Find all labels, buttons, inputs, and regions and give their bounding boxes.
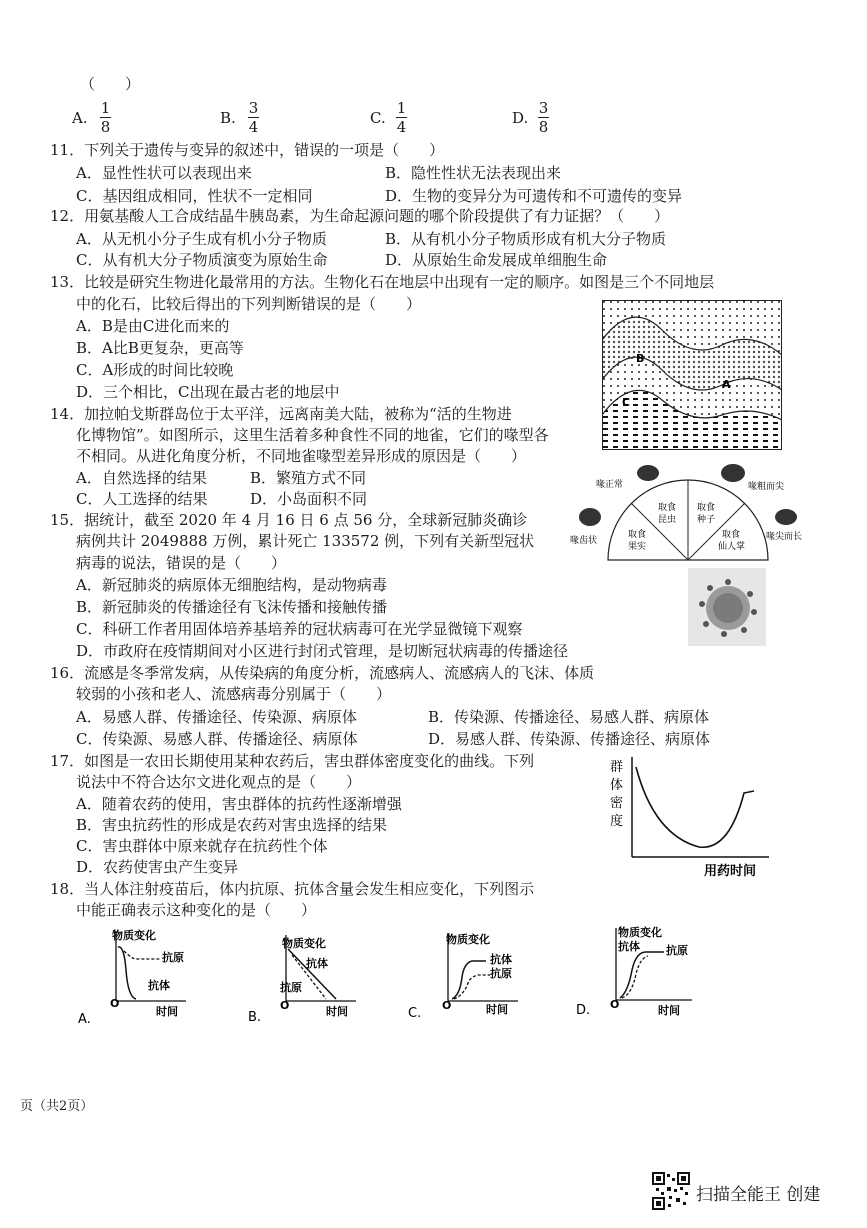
q16-stem-line2: 较弱的小孩和老人、流感病毒分别属于（ ） <box>76 685 392 703</box>
density-ylabel-4: 度 <box>610 814 624 829</box>
q12-option-a: A．从无机小分子生成有机小分子物质 <box>76 230 327 248</box>
q14-option-a: A．自然选择的结果 <box>76 469 207 487</box>
graph-c-letter: C. <box>408 1006 422 1021</box>
q10-option-a-letter: A. <box>72 109 88 127</box>
q14-option-c: C．人工选择的结果 <box>76 490 208 508</box>
coronavirus-image <box>688 568 766 646</box>
density-xlabel: 用药时间 <box>704 864 757 879</box>
q17-option-a: A．随着农药的使用，害虫群体的抗药性逐渐增强 <box>76 795 402 813</box>
q12-option-c: C．从有机大分子物质演变为原始生命 <box>76 251 328 269</box>
density-ylabel-1: 群 <box>610 760 624 775</box>
q10-option-c-fraction: 1 4 <box>396 99 407 136</box>
q16-option-b: B．传染源、传播途径、易感人群、病原体 <box>428 708 710 726</box>
rock-strata-figure <box>602 300 782 450</box>
food-insect-label-1: 取食 <box>658 503 677 513</box>
q13-option-b: B．A比B更复杂，更高等 <box>76 339 244 357</box>
q13-stem-line2: 中的化石，比较后得出的下列判断错误的是（ ） <box>76 295 422 313</box>
beak-thick-label: 喙粗而尖 <box>748 482 785 492</box>
finch-long-beak-icon <box>775 509 797 525</box>
graph-d-xlabel: 时间 <box>658 1004 680 1017</box>
graph-b-antibody-label: 抗体 <box>306 957 328 970</box>
strata-label-b: B <box>636 352 645 365</box>
strata-label-c: C <box>622 396 631 409</box>
density-ylabel-3: 密 <box>610 796 624 811</box>
q10-option-a-fraction: 1 8 <box>100 99 111 136</box>
q15-option-a: A．新冠肺炎的病原体无细胞结构，是动物病毒 <box>76 576 387 594</box>
food-cactus-label-2: 仙人掌 <box>718 542 746 552</box>
density-ylabel-2: 体 <box>610 778 624 793</box>
q16-option-c: C．传染源、易感人群、传播途径、病原体 <box>76 730 358 748</box>
beak-tooth-label: 喙齿状 <box>570 536 598 546</box>
q10-option-b-fraction: 3 4 <box>248 99 259 136</box>
graph-a-ylabel: 物质变化 <box>112 929 156 942</box>
q13-stem-line1: 13．比较是研究生物进化最常用的方法。生物化石在地层中出现有一定的顺序。如图是三个不同地层 <box>50 273 715 291</box>
food-insect-label-2: 昆虫 <box>658 515 677 525</box>
q12-stem: 12．用氨基酸人工合成结晶牛胰岛素，为生命起源问题的哪个阶段提供了有力证据？（ ） <box>50 207 670 225</box>
graph-a-antibody-label: 抗体 <box>148 979 170 992</box>
q17-stem-line2: 说法中不符合达尔文进化观点的是（ ） <box>76 773 362 791</box>
q12-option-b: B．从有机小分子物质形成有机大分子物质 <box>385 230 667 248</box>
graph-d-ylabel: 物质变化 <box>618 926 662 939</box>
q11-stem: 11．下列关于遗传与变异的叙述中，错误的一项是（ ） <box>50 141 445 159</box>
graph-d-antibody-label: 抗体 <box>618 940 640 953</box>
q10-option-d-fraction: 3 8 <box>538 99 549 136</box>
scanner-watermark: 扫描全能王 创建 <box>696 1185 821 1205</box>
finch-normal-beak-icon <box>637 465 659 481</box>
graph-a-xlabel: 时间 <box>156 1005 178 1018</box>
q18-stem-line2: 中能正确表示这种变化的是（ ） <box>76 901 317 919</box>
q14-stem-line3: 不相同。从进化角度分析，不同地雀喙型差异形成的原因是（ ） <box>76 447 527 465</box>
beak-long-label: 喙尖而长 <box>766 532 803 542</box>
finch-beak-diagram <box>568 455 808 565</box>
q17-option-c: C．害虫群体中原来就存在抗药性个体 <box>76 837 328 855</box>
graph-b-xlabel: 时间 <box>326 1005 348 1018</box>
graph-a-antigen-curve <box>124 951 160 959</box>
q15-stem-line1: 15．据统计，截至 2020 年 4 月 16 日 6 点 56 分，全球新冠肺炎确诊 <box>50 511 528 529</box>
food-fruit-label-1: 取食 <box>628 530 647 540</box>
q18-graph-a <box>76 925 196 1025</box>
q18-stem-line1: 18．当人体注射疫苗后，体内抗原、抗体含量会发生相应变化，下列图示 <box>50 880 535 898</box>
q18-graph-d <box>574 922 704 1022</box>
q14-option-b: B．繁殖方式不同 <box>250 469 367 487</box>
food-fruit-label-2: 果实 <box>628 542 647 552</box>
q15-stem-line2: 病例共计 2049888 万例，累计死亡 133572 例，下列有关新型冠状 <box>76 532 535 550</box>
qr-code-icon <box>652 1172 690 1210</box>
food-seed-label-2: 种子 <box>697 515 716 525</box>
graph-b-antigen-label: 抗原 <box>280 981 302 994</box>
graph-d-letter: D. <box>576 1003 591 1018</box>
q16-option-a: A．易感人群、传播途径、传染源、病原体 <box>76 708 357 726</box>
food-seed-label-1: 取食 <box>697 503 716 513</box>
graph-b-ylabel: 物质变化 <box>282 937 326 950</box>
graph-c-antigen-label: 抗原 <box>490 967 512 980</box>
food-cactus-label-1: 取食 <box>722 530 741 540</box>
q12-option-d: D．从原始生命发展成单细胞生命 <box>385 251 608 269</box>
q13-option-d: D．三个相比，C出现在最古老的地层中 <box>76 383 340 401</box>
q13-option-c: C．A形成的时间比较晚 <box>76 361 234 379</box>
q15-option-d: D．市政府在疫情期间对小区进行封闭式管理，是切断冠状病毒的传播途径 <box>76 642 569 660</box>
graph-c-antibody-label: 抗体 <box>490 953 512 966</box>
q14-stem-line1: 14．加拉帕戈斯群岛位于太平洋，远离南美大陆，被称为“活的生物进 <box>50 405 512 423</box>
graph-a-letter: A. <box>78 1012 91 1025</box>
q16-stem-line1: 16．流感是冬季常发病，从传染病的角度分析，流感病人、流感病人的飞沫、体质 <box>50 664 595 682</box>
q11-option-c: C．基因组成相同，性状不一定相同 <box>76 187 313 205</box>
density-curve <box>636 767 754 847</box>
q17-option-b: B．害虫抗药性的形成是农药对害虫选择的结果 <box>76 816 388 834</box>
q13-option-a: A．B是由C进化而来的 <box>76 317 230 335</box>
q18-graph-c <box>406 925 526 1025</box>
q16-option-d: D．易感人群、传染源、传播途径、病原体 <box>428 730 711 748</box>
beak-normal-label: 喙正常 <box>596 480 624 490</box>
graph-a-antibody-curve <box>118 947 136 999</box>
graph-c-ylabel: 物质变化 <box>446 933 490 946</box>
q14-stem-line2: 化博物馆”。如图所示，这里生活着多种食性不同的地雀，它们的喙型各 <box>76 426 549 444</box>
graph-c-antibody-curve <box>452 961 486 999</box>
graph-a-origin: O <box>110 997 120 1010</box>
graph-d-origin: O <box>610 998 620 1011</box>
q10-paren: （ ） <box>80 75 141 93</box>
q15-option-b: B．新冠肺炎的传播途径有飞沫传播和接触传播 <box>76 598 388 616</box>
q10-option-b-letter: B. <box>220 109 236 127</box>
q17-stem-line1: 17．如图是一农田长期使用某种农药后，害虫群体密度变化的曲线。下列 <box>50 752 535 770</box>
graph-d-antigen-label: 抗原 <box>666 944 688 957</box>
page-footer: 页（共2页） <box>20 1099 94 1114</box>
q11-option-b: B．隐性性状无法表现出来 <box>385 164 562 182</box>
graph-b-letter: B. <box>248 1010 262 1025</box>
finch-tooth-beak-icon <box>579 508 601 526</box>
graph-b-origin: O <box>280 999 290 1012</box>
graph-a-antigen-label: 抗原 <box>162 951 184 964</box>
q10-option-d-letter: D. <box>512 109 529 127</box>
graph-c-origin: O <box>442 999 452 1012</box>
q11-option-a: A．显性性状可以表现出来 <box>76 164 252 182</box>
pest-density-graph <box>604 755 774 880</box>
q10-option-c-letter: C. <box>370 109 386 127</box>
q15-option-c: C．科研工作者用固体培养基培养的冠状病毒可在光学显微镜下观察 <box>76 620 523 638</box>
q11-option-d: D．生物的变异分为可遗传和不可遗传的变异 <box>385 187 683 205</box>
q15-stem-line3: 病毒的说法，错误的是（ ） <box>76 554 287 572</box>
graph-c-xlabel: 时间 <box>486 1003 508 1016</box>
strata-label-a: A <box>722 378 731 391</box>
q14-option-d: D．小岛面积不同 <box>250 490 368 508</box>
graph-d-antigen-curve <box>620 952 664 998</box>
finch-thick-beak-icon <box>721 464 745 482</box>
q17-option-d: D．农药使害虫产生变异 <box>76 858 239 876</box>
q18-graph-b <box>246 925 366 1025</box>
